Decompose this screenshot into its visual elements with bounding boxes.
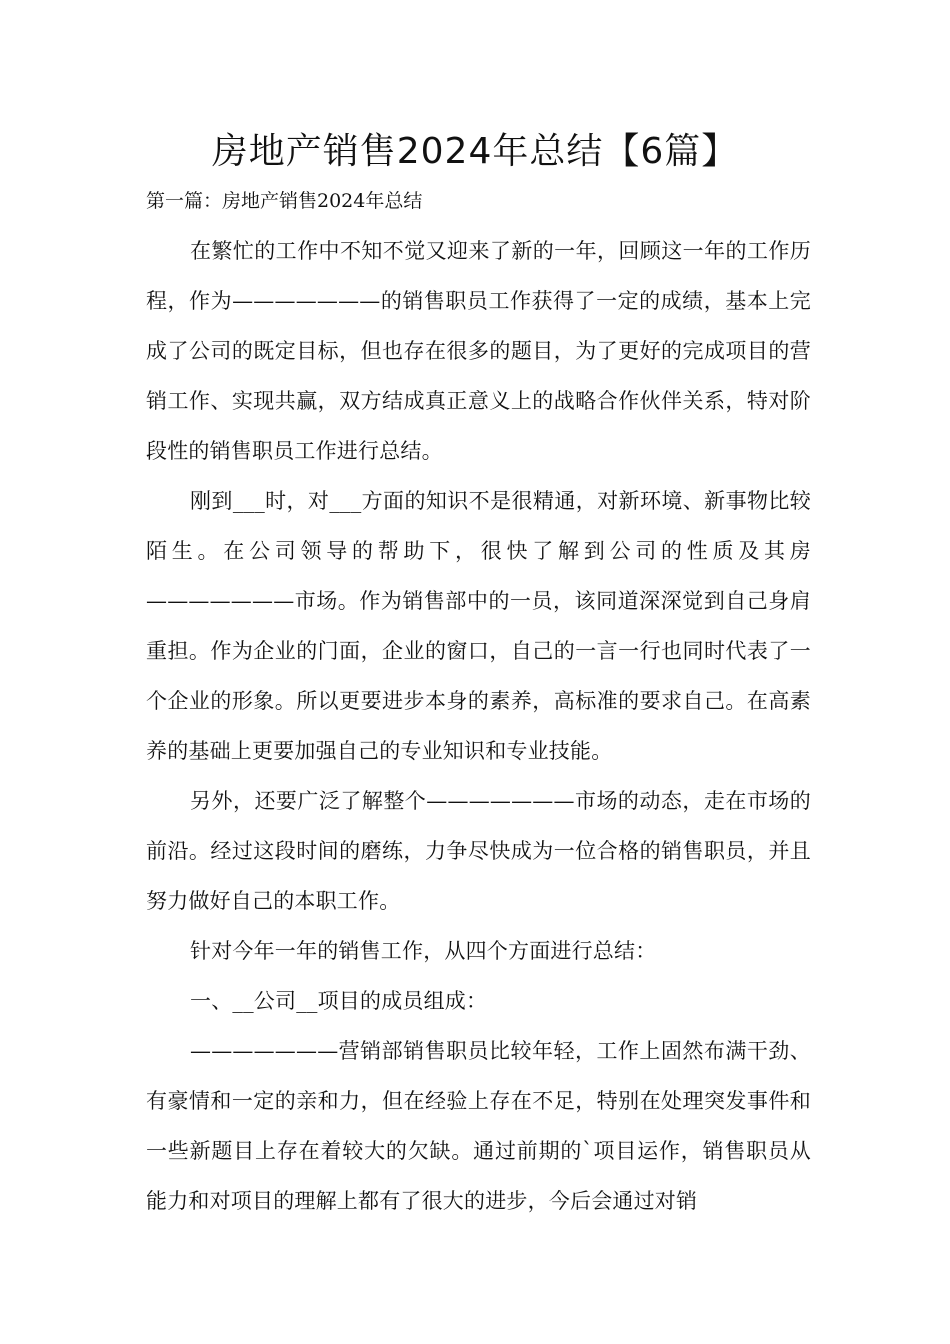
paragraph-intro: 在繁忙的工作中不知不觉又迎来了新的一年，回顾这一年的工作历程，作为———————的销售职员工作获得了一定的成绩，基本上完成了公司的既定目标，但也存在很多的题目，为了更好的完成项目的营销工作、实现共赢，双方结成真正意义上的战略合作伙伴关系，特对阶段性的销售职员工作进行总结。 xyxy=(146,239,811,463)
paragraph-market: 另外，还要广泛了解整个———————市场的动态，走在市场的前沿。经过这段时间的磨练，力争尽快成为一位合格的销售职员，并且努力做好自己的本职工作。 xyxy=(146,789,811,913)
section-heading-one: 一、__公司__项目的成员组成： xyxy=(190,989,488,1013)
paragraph-summary-lead: 针对今年一年的销售工作，从四个方面进行总结： xyxy=(190,939,657,963)
paragraph-arrival: 刚到___时，对___方面的知识不是很精通，对新环境、新事物比较陌生。在公司领导的帮助下，很快了解到公司的性质及其房———————市场。作为销售部中的一员，该同道深深觉到自己身肩重担。作为企业的门面，企业的窗口，自己的一言一行也同时代表了一个企业的形象。所以更要进步本身的素养，高标准的要求自己。在高素养的基础上更要加强自己的专业知识和专业技能。 xyxy=(146,489,811,763)
paragraph-team: ———————营销部销售职员比较年轻，工作上固然布满干劲、有豪情和一定的亲和力，但在经验上存在不足，特别在处理突发事件和一些新题目上存在着较大的欠缺。通过前期的`项目运作，销售职员从能力和对项目的理解上都有了很大的进步，今后会通过对销 xyxy=(146,1039,811,1213)
document-body xyxy=(146,226,811,1226)
section-subtitle: 第一篇：房地产销售2024年总结 xyxy=(146,190,423,212)
document-title: 房地产销售2024年总结【6篇】 xyxy=(211,131,739,172)
